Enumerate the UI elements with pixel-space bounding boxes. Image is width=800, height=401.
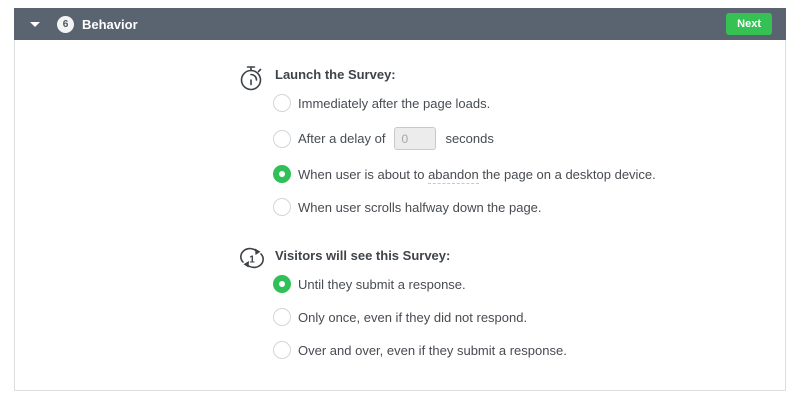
option-immediately — [273, 94, 785, 112]
option-delay — [273, 127, 785, 150]
option-label[interactable]: Until they submit a response. — [298, 276, 466, 292]
panel-header — [14, 8, 786, 40]
repeat-once-icon — [237, 244, 267, 274]
launch-section — [273, 67, 785, 216]
option-label[interactable]: Only once, even if they did not respond. — [298, 309, 528, 325]
step-number-badge — [57, 16, 74, 33]
radio-until-submit[interactable] — [273, 275, 291, 293]
svg-text:1: 1 — [249, 254, 255, 266]
label-before: When user is about to — [298, 166, 429, 182]
option-label[interactable]: When user scrolls halfway down the page. — [298, 199, 542, 215]
frequency-section — [249, 248, 785, 359]
radio-scroll[interactable] — [273, 198, 291, 216]
option-label-prefix[interactable]: After a delay of — [298, 131, 386, 146]
next-button[interactable]: Next — [726, 13, 772, 35]
option-scroll — [273, 198, 785, 216]
page-title: Behavior — [82, 16, 138, 32]
radio-only-once[interactable] — [273, 308, 291, 326]
label-after: the page on a desktop device. — [478, 166, 656, 182]
radio-abandon[interactable] — [273, 165, 291, 183]
abandon-term[interactable]: abandon — [428, 166, 479, 182]
option-only-once — [273, 308, 785, 326]
option-label[interactable]: Immediately after the page loads. — [298, 95, 491, 111]
option-over-and-over — [273, 341, 785, 359]
behavior-step-panel — [14, 8, 786, 391]
radio-immediately[interactable] — [273, 94, 291, 112]
stopwatch-icon — [237, 63, 267, 93]
radio-delay[interactable] — [273, 130, 291, 148]
option-abandon — [273, 165, 785, 183]
option-label[interactable]: Over and over, even if they submit a response. — [298, 342, 567, 358]
section-title: Visitors will see this Survey: — [275, 248, 451, 263]
section-title: Launch the Survey: — [275, 67, 396, 82]
radio-over-and-over[interactable] — [273, 341, 291, 359]
option-label[interactable] — [298, 167, 656, 182]
panel-body — [14, 40, 786, 391]
delay-seconds-input[interactable] — [394, 127, 436, 150]
collapse-caret-icon[interactable] — [30, 22, 40, 27]
option-until-submit — [273, 275, 785, 293]
option-label-suffix[interactable]: seconds — [445, 131, 494, 146]
step-number: 6 — [62, 18, 69, 30]
